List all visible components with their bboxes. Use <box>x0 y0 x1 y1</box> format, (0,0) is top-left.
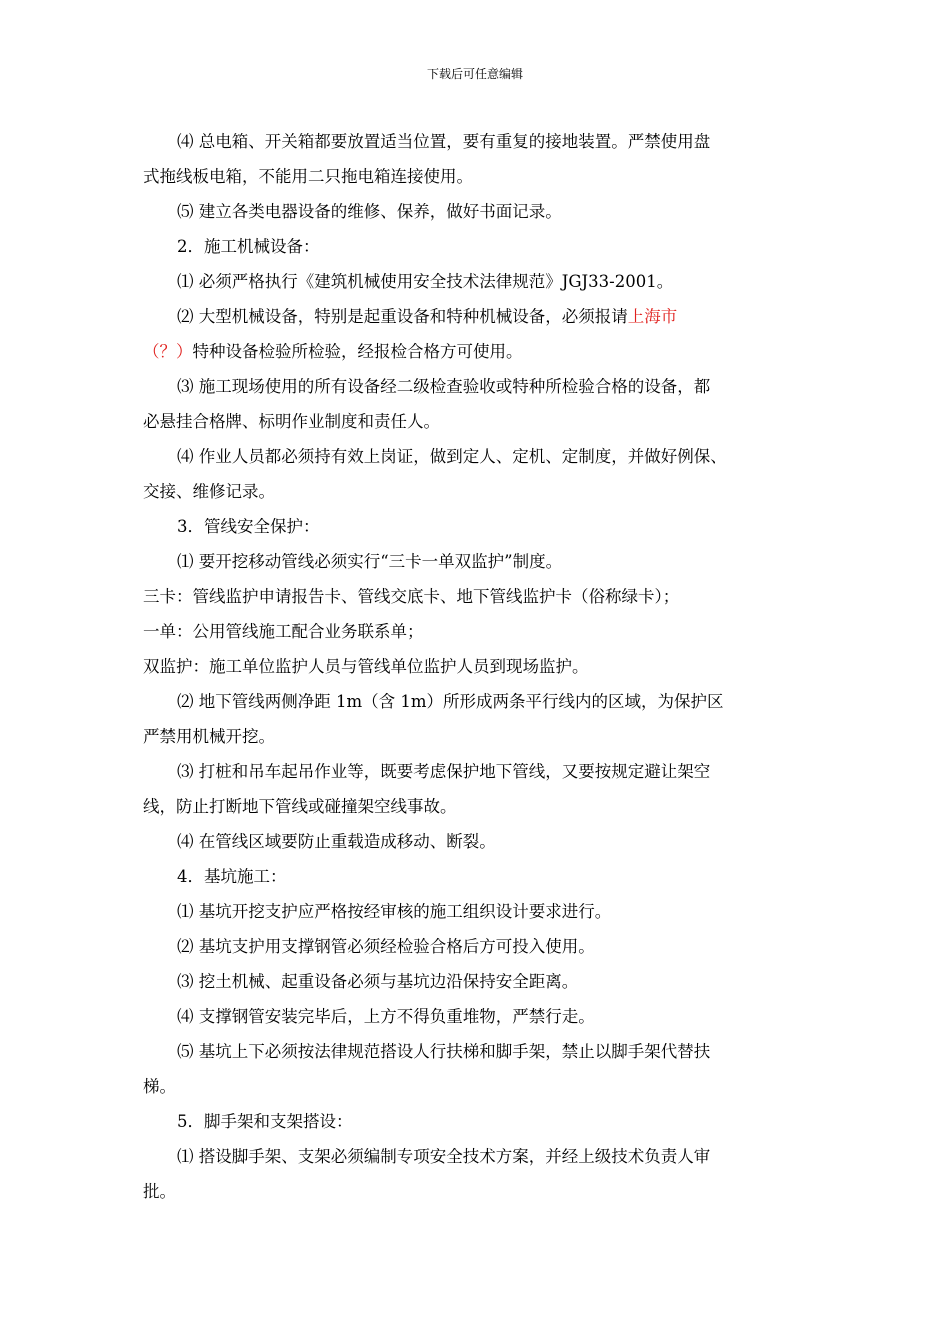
line-text: 3．管线安全保护： <box>177 517 320 536</box>
line-text: ⑶ 挖土机械、起重设备必须与基坑边沿保持安全距离。 <box>177 972 579 991</box>
text-line <box>143 929 823 964</box>
text-line <box>143 614 823 649</box>
text-line <box>143 124 823 159</box>
text-line <box>143 964 823 999</box>
line-text: ⑷ 总电箱、开关箱都要放置适当位置，要有重复的接地装置。严禁使用盘 <box>177 132 711 151</box>
text-line <box>143 649 823 684</box>
line-text: 必悬挂合格牌、标明作业制度和责任人。 <box>143 412 440 431</box>
text-line <box>143 754 823 789</box>
text-line <box>143 369 823 404</box>
text-line <box>143 159 823 194</box>
line-text: ⑵ 基坑支护用支撑钢管必须经检验合格后方可投入使用。 <box>177 937 595 956</box>
text-line <box>143 299 823 334</box>
line-text: ⑴ 搭设脚手架、支架必须编制专项安全技术方案，并经上级技术负责人审 <box>177 1147 711 1166</box>
text-line <box>143 1174 823 1209</box>
highlighted-text: 上海市 <box>627 307 678 326</box>
text-line <box>143 894 823 929</box>
line-text: 一单：公用管线施工配合业务联系单； <box>143 622 424 641</box>
text-line <box>143 789 823 824</box>
text-line <box>143 1139 823 1174</box>
line-text: 交接、维修记录。 <box>143 482 275 501</box>
text-line <box>143 1069 823 1104</box>
line-text: ⑸ 基坑上下必须按法律规范搭设人行扶梯和脚手架，禁止以脚手架代替扶 <box>177 1042 711 1061</box>
text-line <box>143 684 823 719</box>
line-text: ⑸ 建立各类电器设备的维修、保养，做好书面记录。 <box>177 202 562 221</box>
line-text: ⑵ 地下管线两侧净距 1m（含 1m）所形成两条平行线内的区域，为保护区 <box>177 692 724 711</box>
text-line <box>143 579 823 614</box>
highlighted-text: （？） <box>143 342 193 361</box>
text-line <box>143 859 823 894</box>
line-text: 批。 <box>143 1182 176 1201</box>
text-line <box>143 404 823 439</box>
text-line <box>143 509 823 544</box>
line-text: ⑵ 大型机械设备，特别是起重设备和特种机械设备，必须报请 <box>177 307 628 326</box>
line-text: 三卡：管线监护申请报告卡、管线交底卡、地下管线监护卡（俗称绿卡）； <box>143 587 680 606</box>
line-text: 严禁用机械开挖。 <box>143 727 275 746</box>
line-text: 5．脚手架和支架搭设： <box>177 1112 353 1131</box>
text-line <box>143 719 823 754</box>
text-line <box>143 1104 823 1139</box>
line-text: ⑶ 打桩和吊车起吊作业等，既要考虑保护地下管线，又要按规定避让架空 <box>177 762 711 781</box>
line-text: ⑷ 在管线区域要防止重载造成移动、断裂。 <box>177 832 496 851</box>
text-line <box>143 334 823 369</box>
line-text: ⑶ 施工现场使用的所有设备经二级检查验收或特种所检验合格的设备，都 <box>177 377 711 396</box>
line-text: 梯。 <box>143 1077 176 1096</box>
line-text: ⑷ 支撑钢管安装完毕后，上方不得负重堆物，严禁行走。 <box>177 1007 595 1026</box>
line-text: ⑴ 基坑开挖支护应严格按经审核的施工组织设计要求进行。 <box>177 902 612 921</box>
text-line <box>143 999 823 1034</box>
page-header: 下载后可任意编辑 <box>426 67 523 81</box>
line-text: 线，防止打断地下管线或碰撞架空线事故。 <box>143 797 457 816</box>
text-line <box>143 194 823 229</box>
line-text: ⑴ 要开挖移动管线必须实行“三卡一单双监护”制度。 <box>177 552 563 571</box>
text-line <box>143 1034 823 1069</box>
text-line <box>143 264 823 299</box>
text-line <box>143 229 823 264</box>
line-text: ⑴ 必须严格执行《建筑机械使用安全技术法律规范》JGJ33-2001。 <box>177 272 674 291</box>
text-line <box>143 544 823 579</box>
text-line <box>143 474 823 509</box>
text-line <box>143 824 823 859</box>
line-text: 4．基坑施工： <box>177 867 287 886</box>
line-text: 双监护：施工单位监护人员与管线单位监护人员到现场监护。 <box>143 657 589 676</box>
line-text: 2．施工机械设备： <box>177 237 320 256</box>
text-line <box>143 439 823 474</box>
line-text: ⑷ 作业人员都必须持有效上岗证，做到定人、定机、定制度，并做好例保、 <box>177 447 727 466</box>
line-text: 特种设备检验所检验，经报检合格方可使用。 <box>192 342 523 361</box>
document-body <box>143 124 823 1209</box>
line-text: 式拖线板电箱，不能用二只拖电箱连接使用。 <box>143 167 473 186</box>
